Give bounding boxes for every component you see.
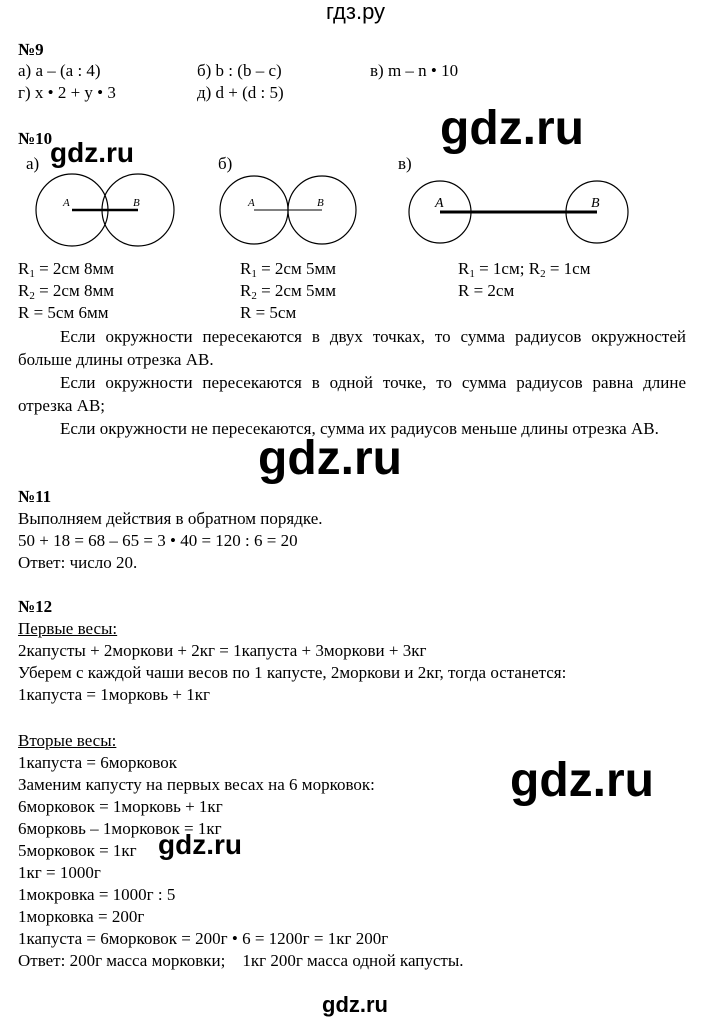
- fig-label-v: в): [398, 154, 412, 173]
- site-footer: gdz.ru: [322, 992, 388, 1017]
- task12-line2-10: Ответ: 200г масса морковки; 1кг 200г масса одной капусты.: [18, 951, 464, 970]
- task9-number: №9: [18, 40, 44, 59]
- task12-heading-1: Первые весы:: [18, 619, 118, 638]
- col-b-r2: $R_2 = 2см$ 5мм: [240, 281, 336, 302]
- task11-line-3: Ответ: число 20.: [18, 553, 138, 572]
- task12-line1-3: 1капуста = 1морковь + 1кг: [18, 685, 210, 704]
- col-a-r: R = 5см 6мм: [18, 303, 109, 322]
- label-a-b: A: [248, 197, 255, 209]
- label-b-a: B: [133, 197, 140, 209]
- col-a-r1: $R_1 = 2см$ 8мм: [18, 259, 114, 280]
- label-b-v: B: [591, 196, 600, 211]
- task12-line2-3: 6морковок = 1морковь + 1кг: [18, 797, 223, 816]
- label-a-v: A: [435, 196, 444, 211]
- watermark-large-1: gdz.ru: [440, 102, 584, 155]
- fig-label-a: а): [26, 154, 40, 173]
- watermark-large-3: gdz.ru: [510, 754, 654, 807]
- col-b-r1: $R_1 = 2см$ 5мм: [240, 259, 336, 280]
- task12-line2-7: 1мокровка = 1000г : 5: [18, 885, 176, 904]
- task12-line2-4: 6морковь – 1морковок = 1кг: [18, 819, 222, 838]
- task10-paragraph-3: Если окружности не пересекаются, сумма их радиусов меньше длины отрезка AB.: [60, 419, 659, 438]
- task11-line-2: 50 + 18 = 68 – 65 = 3 • 40 = 120 : 6 = 20: [18, 531, 298, 550]
- figure-b: [220, 176, 356, 244]
- task12-line2-5: 5морковок = 1кг: [18, 841, 137, 860]
- task9-item-b: б) b : (b – c): [197, 61, 282, 80]
- site-header: гдз.ру: [326, 0, 386, 24]
- task12-number: №12: [18, 597, 53, 616]
- col-v-r: R = 2см: [458, 281, 515, 300]
- task9-item-g: г) x • 2 + y • 3: [18, 83, 116, 102]
- task11-number: №11: [18, 487, 52, 506]
- figure-a: [36, 174, 174, 246]
- task12-line2-2: Заменим капусту на первых весах на 6 морковок:: [18, 775, 375, 794]
- watermark-small-1: gdz.ru: [50, 137, 134, 168]
- col-a-r2: $R_2 = 2см$ 8мм: [18, 281, 114, 302]
- task12-line1-1: 2капусты + 2моркови + 2кг = 1капуста + 3моркови + 3кг: [18, 641, 427, 660]
- task10-paragraph-2: Если окружности пересекаются в одной точке, то сумма радиусов равна длине отрезка AB;: [18, 373, 686, 415]
- task9-item-v: в) m – n • 10: [370, 61, 459, 80]
- task11-line-1: Выполняем действия в обратном порядке.: [18, 509, 323, 528]
- task12-line2-1: 1капуста = 6морковок: [18, 753, 178, 772]
- fig-label-b: б): [218, 154, 233, 173]
- figure-v: [409, 181, 628, 243]
- task12-heading-2: Вторые весы:: [18, 731, 117, 750]
- watermark-small-2: gdz.ru: [158, 829, 242, 860]
- task12-line2-8: 1морковка = 200г: [18, 907, 145, 926]
- label-a-a: A: [63, 197, 70, 209]
- watermark-large-2: gdz.ru: [258, 432, 402, 485]
- task9-item-a: а) a – (a : 4): [18, 61, 101, 80]
- task12-line2-6: 1кг = 1000г: [18, 863, 101, 882]
- task10-number: №10: [18, 129, 53, 148]
- task9-item-d: д) d + (d : 5): [197, 83, 284, 102]
- task10-paragraph-1: Если окружности пересекаются в двух точках, то сумма радиусов окружностей больше длины отрезка AB.: [18, 327, 686, 369]
- task12-line1-2: Уберем с каждой чаши весов по 1 капусте, 2моркови и 2кг, тогда останется:: [18, 663, 567, 682]
- label-b-b: B: [317, 197, 324, 209]
- col-v-r1-r2: $R_1 = 1см$; $R_2 = 1см$: [458, 259, 591, 280]
- col-b-r: R = 5см: [240, 303, 297, 322]
- task12-line2-9: 1капуста = 6морковок = 200г • 6 = 1200г = 1кг 200г: [18, 929, 389, 948]
